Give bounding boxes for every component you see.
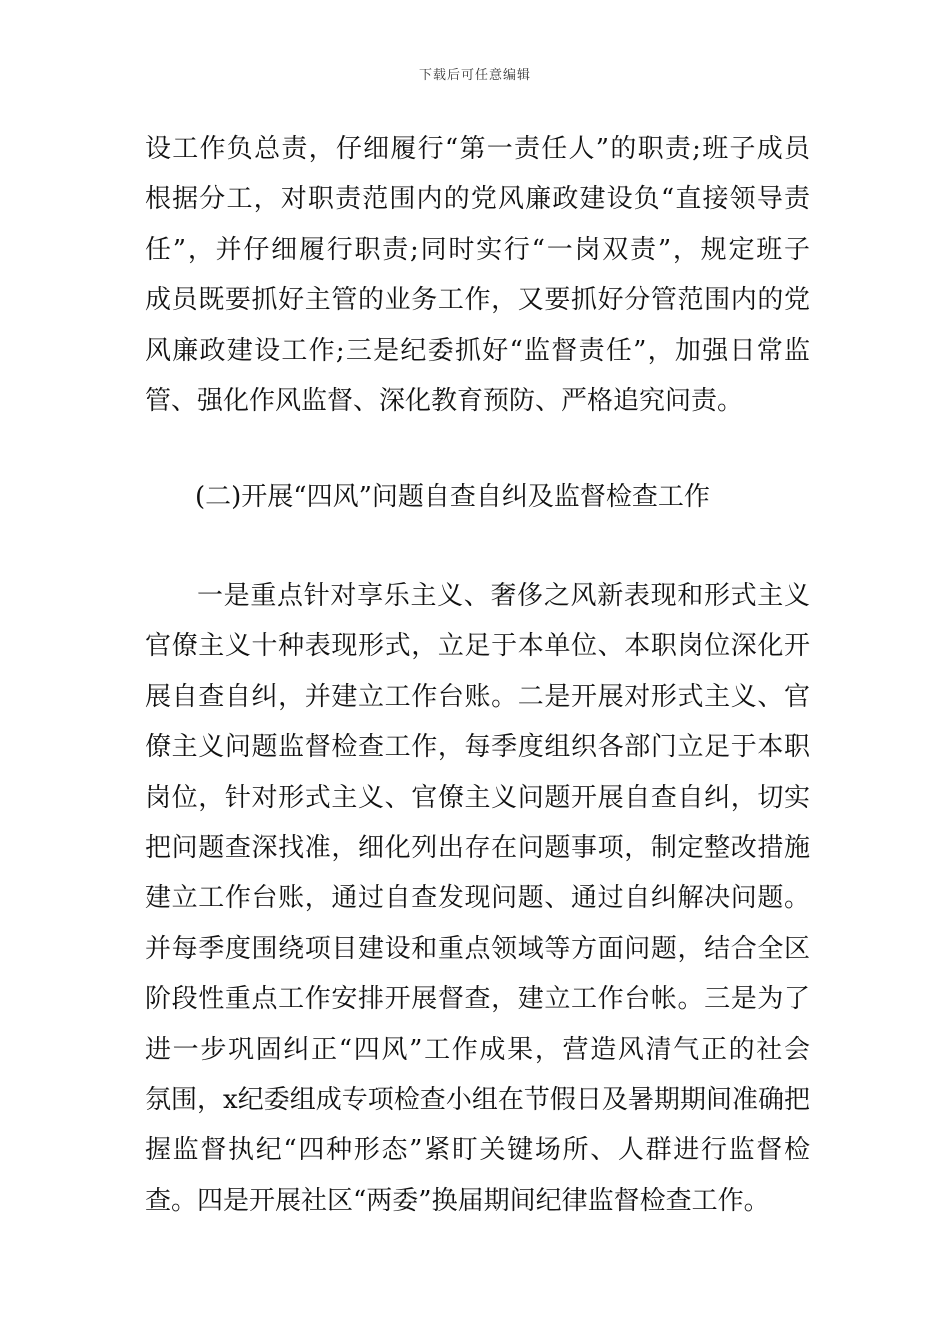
text-line: 一是重点针对享乐主义、奢侈之风新表现和形式主义 — [197, 581, 810, 611]
page-header: 下载后可任意编辑 — [418, 68, 531, 83]
text-line: 氛围，x纪委组成专项检查小组在节假日及暑期期间准确把 — [145, 1084, 810, 1115]
text-line: 设工作负总责，仔细履行“第一责任人”的职责;班子成员 — [145, 134, 810, 164]
text-line: 僚主义问题监督检查工作，每季度组织各部门立足于本职 — [145, 732, 810, 763]
text-line: 风廉政建设工作;三是纪委抓好“监督责任”，加强日常监 — [145, 335, 810, 366]
text-line: 阶段性重点工作安排开展督查，建立工作台帐。三是为了 — [145, 984, 810, 1015]
text-line: 建立工作台账，通过自查发现问题、通过自纠解决问题。 — [145, 883, 810, 914]
text-line: 展自查自纠，并建立工作台账。二是开展对形式主义、官 — [145, 681, 810, 712]
paragraph-responsibility — [145, 124, 810, 426]
section-heading: (二)开展“四风”问题自查自纠及监督检查工作 — [195, 482, 710, 512]
text-line: 把问题查深找准，细化列出存在问题事项，制定整改措施 — [145, 832, 810, 863]
text-line: 查。四是开展社区“两委”换届期间纪律监督检查工作。 — [145, 1185, 770, 1216]
text-line: 成员既要抓好主管的业务工作，又要抓好分管范围内的党 — [145, 285, 810, 316]
text-line: 官僚主义十种表现形式，立足于本单位、本职岗位深化开 — [145, 631, 810, 662]
text-line: 管、强化作风监督、深化教育预防、严格追究问责。 — [145, 385, 744, 416]
text-line: 任”，并仔细履行职责;同时实行“一岗双责”，规定班子 — [145, 234, 810, 265]
text-line: 并每季度围绕项目建设和重点领域等方面问题，结合全区 — [145, 933, 810, 964]
text-line: 根据分工，对职责范围内的党风廉政建设负“直接领导责 — [145, 184, 810, 215]
paragraph-four-styles — [145, 571, 810, 1226]
text-line: 岗位，针对形式主义、官僚主义问题开展自查自纠，切实 — [145, 782, 810, 813]
text-line: 进一步巩固纠正“四风”工作成果，营造风清气正的社会 — [145, 1034, 810, 1065]
text-line: 握监督执纪“四种形态”紧盯关键场所、人群进行监督检 — [145, 1135, 810, 1166]
